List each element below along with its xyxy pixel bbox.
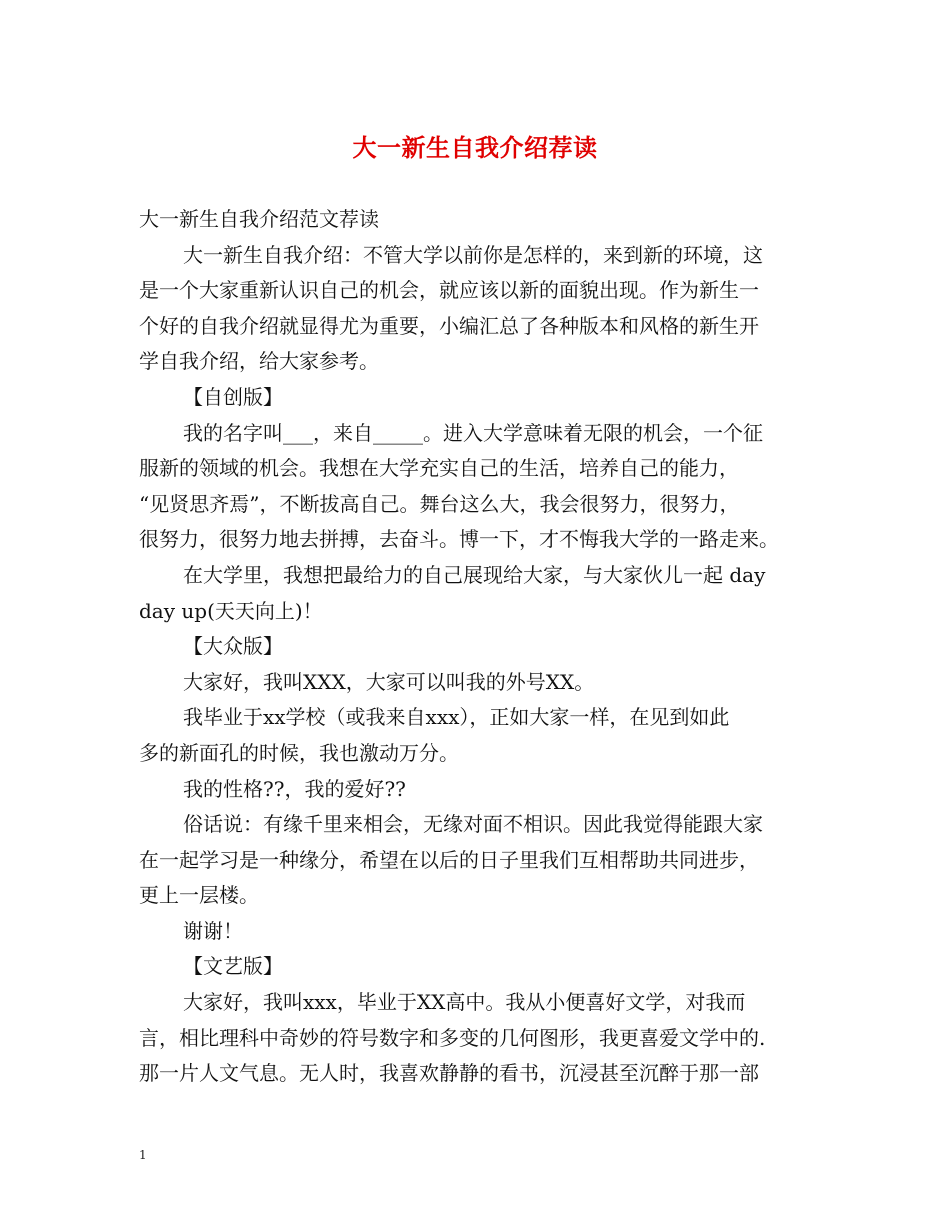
page-number: 1 <box>139 1148 147 1162</box>
text-line: 言，相比理科中奇妙的符号数字和多变的几何图形，我更喜爱文学中的. <box>139 1025 766 1050</box>
text-line: 在大学里，我想把最给力的自己展现给大家，与大家伙儿一起 day <box>183 562 766 587</box>
text-line: 【大众版】 <box>183 634 283 659</box>
text-line: 大一新生自我介绍范文荐读 <box>139 207 379 231</box>
text-line: 俗话说：有缘千里来相会，无缘对面不相识。因此我觉得能跟大家 <box>183 812 763 837</box>
text-line: 多的新面孔的时候，我也激动万分。 <box>139 740 459 765</box>
text-line: 大家好，我叫xxx，毕业于XX高中。我从小便喜好文学，对我而 <box>183 990 746 1015</box>
text-line: 个好的自我介绍就显得尤为重要，小编汇总了各种版本和风格的新生开 <box>139 313 759 338</box>
text-line: 大家好，我叫XXX，大家可以叫我的外号XX。 <box>183 669 595 694</box>
text-line: 我毕业于xx学校（或我来自xxx），正如大家一样，在见到如此 <box>183 705 730 730</box>
text-line: 很努力，很努力地去拼搏，去奋斗。博一下，才不悔我大学的一路走来。 <box>139 527 779 552</box>
text-line: 谢谢！ <box>183 918 243 943</box>
document-title: 大一新生自我介绍荐读 <box>352 133 598 162</box>
text-line: 在一起学习是一种缘分，希望在以后的日子里我们互相帮助共同进步， <box>139 847 759 872</box>
document-body <box>139 202 819 1092</box>
text-line: 更上一层楼。 <box>139 883 259 908</box>
text-line: 【自创版】 <box>183 384 283 409</box>
text-line: “见贤思齐焉”，不断拔高自己。舞台这么大，我会很努力，很努力， <box>139 491 740 516</box>
text-line: 【文艺版】 <box>183 954 283 979</box>
text-line: 服新的领域的机会。我想在大学充实自己的生活，培养自己的能力， <box>139 456 739 481</box>
text-line: 学自我介绍，给大家参考。 <box>139 349 379 374</box>
text-line: 是一个大家重新认识自己的机会，就应该以新的面貌出现。作为新生一 <box>139 278 759 303</box>
text-line: day up(天天向上)！ <box>139 598 323 623</box>
text-line: 我的名字叫___，来自_____。进入大学意味着无限的机会，一个征 <box>183 420 763 445</box>
text-line: 大一新生自我介绍：不管大学以前你是怎样的，来到新的环境，这 <box>183 242 763 267</box>
text-line: 那一片人文气息。无人时，我喜欢静静的看书，沉浸甚至沉醉于那一部 <box>139 1061 759 1086</box>
text-line: 我的性格??，我的爱好?? <box>183 776 406 801</box>
